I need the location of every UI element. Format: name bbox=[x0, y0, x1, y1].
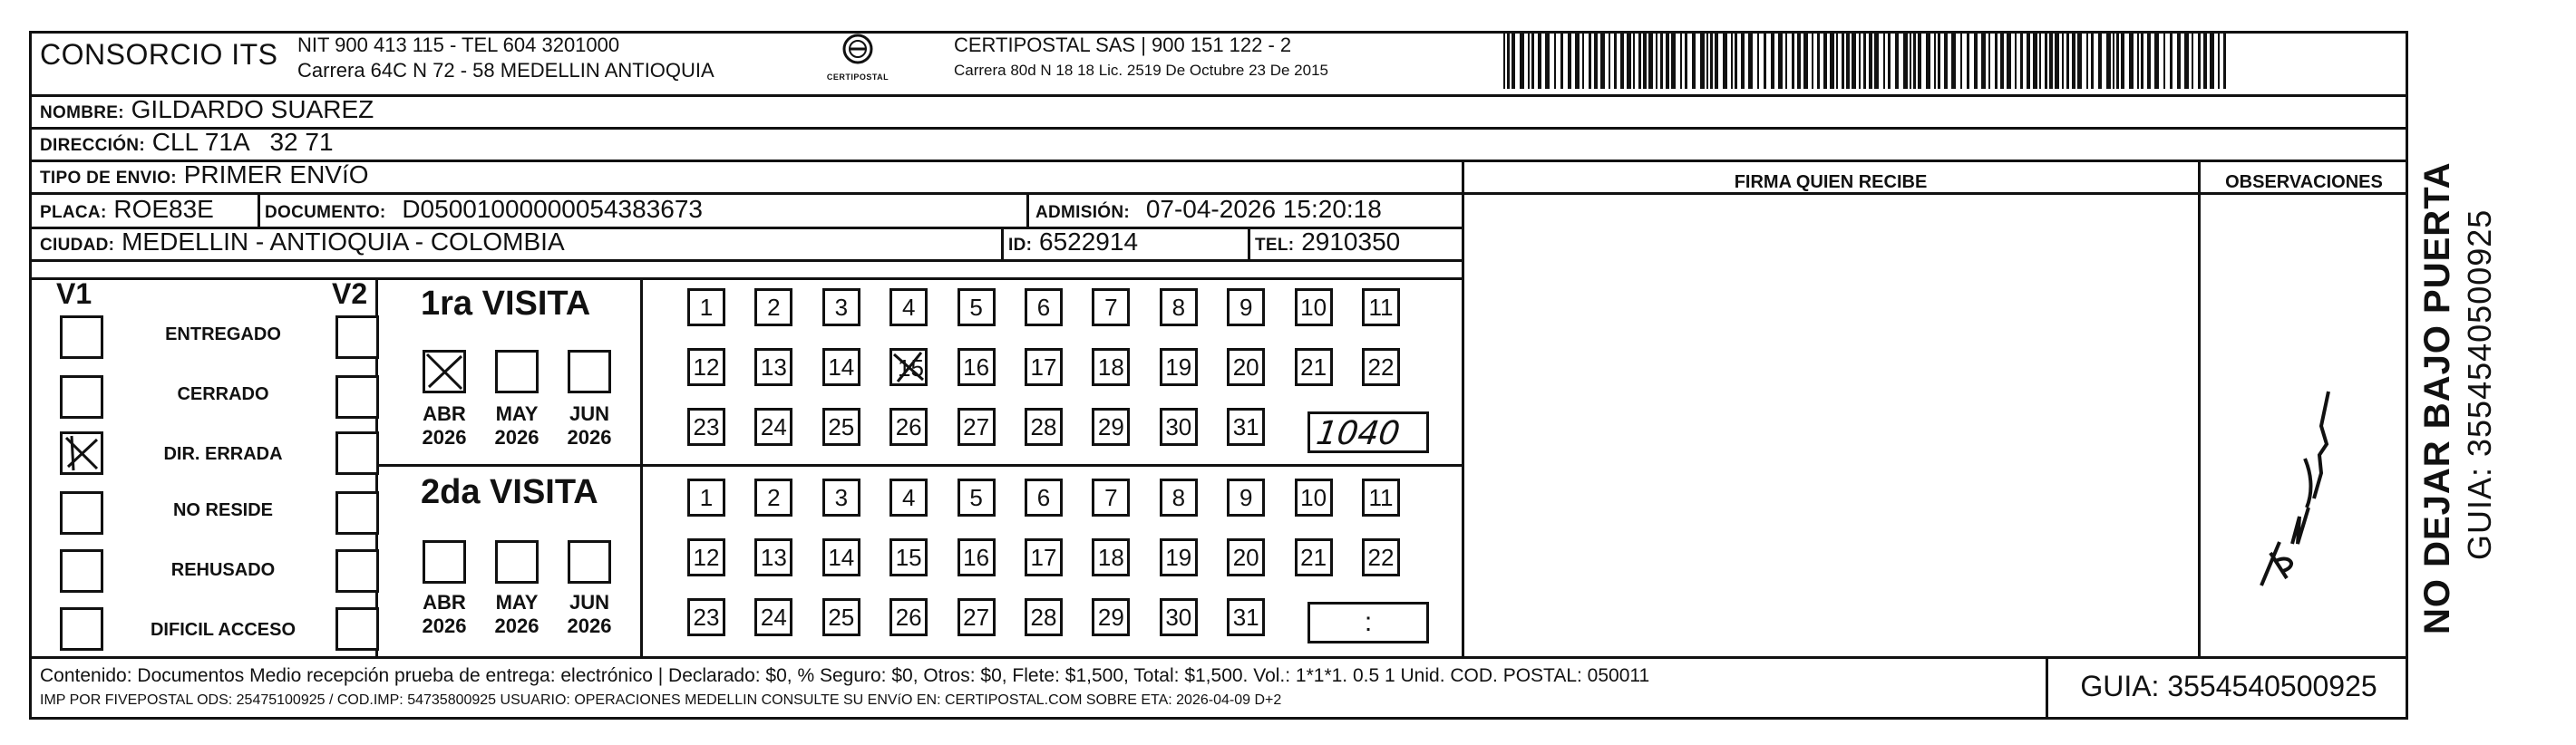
company-name: CONSORCIO ITS bbox=[40, 38, 278, 71]
field-nombre bbox=[40, 96, 374, 127]
handwritten-hour bbox=[1310, 414, 1426, 450]
v1-checkbox-dir-errada[interactable] bbox=[60, 431, 103, 475]
certipostal-info bbox=[954, 33, 1328, 83]
barcode-bar bbox=[2203, 33, 2207, 89]
barcode-bar bbox=[1785, 33, 1787, 89]
tel-value: 2910350 bbox=[1301, 227, 1401, 256]
first-visit-day-11[interactable]: 11 bbox=[1362, 288, 1400, 326]
barcode-bar bbox=[1974, 33, 1978, 89]
v2-heading: V2 bbox=[332, 277, 368, 310]
second-visit-day-2[interactable]: 2 bbox=[754, 479, 792, 517]
barcode-bar bbox=[1692, 33, 1696, 89]
barcode-bar bbox=[1710, 33, 1713, 89]
barcode-bar bbox=[1797, 33, 1801, 89]
second-visit-day-19[interactable]: 19 bbox=[1160, 538, 1198, 576]
first-visit-day-8[interactable]: 8 bbox=[1160, 288, 1198, 326]
second-visit-day-9[interactable]: 9 bbox=[1227, 479, 1265, 517]
second-visit-day-23[interactable]: 23 bbox=[687, 598, 725, 636]
barcode-bar bbox=[1869, 33, 1872, 89]
barcode-bar bbox=[1778, 33, 1783, 89]
check-mark-icon bbox=[425, 353, 463, 391]
second-visit-month-may[interactable] bbox=[495, 540, 539, 584]
barcode-bar bbox=[2163, 33, 2165, 89]
id-value: 6522914 bbox=[1039, 227, 1139, 256]
barcode-bar bbox=[2045, 33, 2047, 89]
certipostal-nit: CERTIPOSTAL SAS | 900 151 122 - 2 bbox=[954, 34, 1292, 56]
barcode-bar bbox=[2154, 33, 2159, 89]
barcode-bar bbox=[1771, 33, 1774, 89]
barcode-bar bbox=[1554, 33, 1556, 89]
barcode-bar bbox=[2062, 33, 2064, 89]
first-visit-day-15[interactable] bbox=[889, 348, 928, 386]
second-month-label-may: MAY 2026 bbox=[494, 591, 540, 637]
barcode-bar bbox=[1528, 33, 1530, 89]
second-visit-day-4[interactable]: 4 bbox=[889, 479, 928, 517]
barcode-bar bbox=[1643, 33, 1647, 89]
field-documento bbox=[265, 196, 703, 227]
field-id bbox=[1008, 228, 1138, 259]
status-label-dificil-acceso: DIFICIL ACCESO bbox=[150, 620, 296, 640]
barcode-bar bbox=[1638, 33, 1641, 89]
admision-label: ADMISIÓN: bbox=[1035, 203, 1131, 222]
first-visit-day-7[interactable]: 7 bbox=[1092, 288, 1130, 326]
first-month-label-abr: ABR 2026 bbox=[422, 402, 467, 449]
second-visit-day-13[interactable]: 13 bbox=[754, 538, 792, 576]
first-visit-day-19[interactable]: 19 bbox=[1160, 348, 1198, 386]
barcode-bar bbox=[2039, 33, 2041, 89]
first-visit-month-jun[interactable] bbox=[568, 350, 611, 393]
field-direccion bbox=[40, 129, 334, 160]
tel-label: TEL: bbox=[1255, 236, 1295, 255]
barcode-bar bbox=[2098, 33, 2102, 89]
barcode-bar bbox=[1568, 33, 1571, 89]
barcode-bar bbox=[1883, 33, 1885, 89]
barcode-bar bbox=[1830, 33, 1834, 89]
v1-checkbox-cerrado[interactable] bbox=[60, 375, 103, 419]
barcode-bar bbox=[1575, 33, 1580, 89]
second-visit-day-12[interactable]: 12 bbox=[687, 538, 725, 576]
barcode-bar bbox=[1609, 33, 1610, 89]
v1-checkbox-rehusado[interactable] bbox=[60, 549, 103, 593]
first-visit-day-5[interactable]: 5 bbox=[957, 288, 996, 326]
second-visit-day-24[interactable]: 24 bbox=[754, 598, 792, 636]
barcode-bar bbox=[1863, 33, 1866, 89]
v2-checkbox-dir-errada[interactable] bbox=[335, 431, 379, 475]
status-label-entregado: ENTREGADO bbox=[165, 324, 281, 344]
barcode-bar bbox=[1531, 33, 1534, 89]
barcode-bar bbox=[1735, 33, 1737, 89]
logo-text: CERTIPOSTAL bbox=[826, 73, 889, 82]
first-visit-day-18[interactable]: 18 bbox=[1092, 348, 1130, 386]
barcode-bar bbox=[1660, 33, 1663, 89]
barcode-bar bbox=[1874, 33, 1879, 89]
first-visit-day-9[interactable]: 9 bbox=[1227, 288, 1265, 326]
barcode-bar bbox=[1512, 33, 1515, 89]
v2-checkbox-no-reside[interactable] bbox=[335, 491, 379, 535]
barcode-bar bbox=[1614, 33, 1617, 89]
barcode-bar bbox=[1913, 33, 1916, 89]
second-visit-heading: 2da VISITA bbox=[421, 473, 598, 511]
footer-content-line: Contenido: Documentos Medio recepción prueba de entrega: electrónico | Declarado: $0, % Seguro: $0, Otros: $0, Flete: $1,500, Total: $1,500. Vol.: 1*1*1. 0.5 1 Unid. COD. POSTAL: 050011 bbox=[40, 665, 1650, 686]
barcode-bar bbox=[1706, 33, 1708, 89]
first-visit-hour-field[interactable] bbox=[1307, 411, 1429, 453]
barcode-bar bbox=[2147, 33, 2151, 89]
first-visit-day-1[interactable]: 1 bbox=[687, 288, 725, 326]
barcode-bar bbox=[2141, 33, 2143, 89]
field-ciudad bbox=[40, 228, 565, 259]
v1-checkbox-no-reside[interactable] bbox=[60, 491, 103, 535]
barcode-bar bbox=[1656, 33, 1657, 89]
handwritten-observation bbox=[2243, 372, 2352, 598]
barcode-bar bbox=[1594, 33, 1598, 89]
barcode-bar bbox=[1648, 33, 1653, 89]
second-visit-day-5[interactable]: 5 bbox=[957, 479, 996, 517]
v1-checkbox-entregado[interactable] bbox=[60, 315, 103, 359]
barcode-bar bbox=[1741, 33, 1745, 89]
barcode-bar bbox=[1715, 33, 1718, 89]
status-label-rehusado: REHUSADO bbox=[170, 560, 276, 580]
first-visit-day-21[interactable]: 21 bbox=[1295, 348, 1333, 386]
second-visit-day-29[interactable]: 29 bbox=[1092, 598, 1130, 636]
status-label-dir-errada: DIR. ERRADA bbox=[163, 444, 283, 464]
first-visit-day-25[interactable]: 25 bbox=[822, 408, 860, 446]
second-visit-day-10[interactable]: 10 bbox=[1295, 479, 1333, 517]
barcode-bar bbox=[2192, 33, 2193, 89]
firma-heading: FIRMA QUIEN RECIBE bbox=[1734, 172, 1928, 192]
v2-checkbox-rehusado[interactable] bbox=[335, 549, 379, 593]
certipostal-logo bbox=[816, 31, 899, 89]
company-address: Carrera 64C N 72 - 58 MEDELLIN ANTIOQUIA bbox=[297, 59, 714, 82]
tipo-label: TIPO DE ENVIO: bbox=[40, 169, 177, 188]
barcode-bar bbox=[1988, 33, 1990, 89]
barcode-bar bbox=[2113, 33, 2114, 89]
barcode-bar bbox=[2218, 33, 2220, 89]
second-visit-day-11[interactable]: 11 bbox=[1362, 479, 1400, 517]
company-info bbox=[297, 33, 714, 83]
first-visit-day-13[interactable]: 13 bbox=[754, 348, 792, 386]
first-visit-day-2[interactable]: 2 bbox=[754, 288, 792, 326]
barcode-bar bbox=[1633, 33, 1635, 89]
barcode-bar bbox=[1723, 33, 1727, 89]
barcode-bar bbox=[1846, 33, 1850, 89]
second-visit-month-abr[interactable] bbox=[423, 540, 466, 584]
field-tipo-envio bbox=[40, 161, 369, 192]
second-month-label-jun: JUN 2026 bbox=[567, 591, 612, 637]
barcode-bar bbox=[1910, 33, 1911, 89]
id-label: ID: bbox=[1008, 236, 1033, 255]
first-visit-day-4[interactable]: 4 bbox=[889, 288, 928, 326]
first-visit-day-14[interactable]: 14 bbox=[822, 348, 860, 386]
barcode-bar bbox=[1700, 33, 1705, 89]
first-visit-day-29[interactable]: 29 bbox=[1092, 408, 1130, 446]
barcode-bar bbox=[1627, 33, 1631, 89]
first-visit-day-12[interactable]: 12 bbox=[687, 348, 725, 386]
second-visit-day-1[interactable]: 1 bbox=[687, 479, 725, 517]
barcode-bar bbox=[1981, 33, 1986, 89]
second-visit-day-20[interactable]: 20 bbox=[1227, 538, 1265, 576]
barcode-bar bbox=[1507, 33, 1510, 89]
second-visit-day-28[interactable]: 28 bbox=[1025, 598, 1063, 636]
barcode-bar bbox=[1895, 33, 1899, 89]
first-visit-day-20[interactable]: 20 bbox=[1227, 348, 1265, 386]
guide-frame bbox=[29, 31, 2408, 720]
first-visit-day-26[interactable]: 26 bbox=[889, 408, 928, 446]
barcode-bar bbox=[1560, 33, 1563, 89]
barcode-bar bbox=[1671, 33, 1676, 89]
barcode-bar bbox=[2015, 33, 2017, 89]
barcode-bar bbox=[1852, 33, 1856, 89]
barcode-bar bbox=[1995, 33, 1998, 89]
first-visit-day-16[interactable]: 16 bbox=[957, 348, 996, 386]
second-visit-day-30[interactable]: 30 bbox=[1160, 598, 1198, 636]
barcode-bar bbox=[1823, 33, 1827, 89]
placa-value: ROE83E bbox=[113, 195, 214, 223]
barcode-bar bbox=[1926, 33, 1930, 89]
barcode-bar bbox=[2184, 33, 2189, 89]
barcode-bar bbox=[2000, 33, 2004, 89]
footer-guia: GUIA: 3554540500925 bbox=[2080, 670, 2377, 702]
barcode-bar bbox=[2007, 33, 2011, 89]
side-guia: GUIA: 3554540500925 bbox=[2461, 208, 2498, 560]
first-visit-day-30[interactable]: 30 bbox=[1160, 408, 1198, 446]
barcode bbox=[1503, 33, 2229, 89]
second-visit-day-15[interactable]: 15 bbox=[889, 538, 928, 576]
svg-text:15: 15 bbox=[898, 354, 925, 382]
barcode-bar bbox=[2077, 33, 2082, 89]
barcode-bar bbox=[2210, 33, 2214, 89]
barcode-bar bbox=[2129, 33, 2134, 89]
v1-checkbox-dificil-acceso[interactable] bbox=[60, 607, 103, 651]
first-visit-day-31[interactable]: 31 bbox=[1227, 408, 1265, 446]
second-visit-day-7[interactable]: 7 bbox=[1092, 479, 1130, 517]
barcode-bar bbox=[1817, 33, 1820, 89]
direccion-label: DIRECCIÓN: bbox=[40, 136, 145, 155]
first-visit-month-may[interactable] bbox=[495, 350, 539, 393]
barcode-bar bbox=[2198, 33, 2201, 89]
first-visit-day-28[interactable]: 28 bbox=[1025, 408, 1063, 446]
first-visit-day-3[interactable]: 3 bbox=[822, 288, 860, 326]
barcode-bar bbox=[1620, 33, 1624, 89]
barcode-bar bbox=[1538, 33, 1541, 89]
status-label-no-reside: NO RESIDE bbox=[172, 500, 274, 520]
admision-value: 07-04-2026 15:20:18 bbox=[1145, 195, 1382, 223]
barcode-bar bbox=[1792, 33, 1794, 89]
second-visit-day-26[interactable]: 26 bbox=[889, 598, 928, 636]
field-admision bbox=[1035, 196, 1382, 227]
second-visit-day-21[interactable]: 21 bbox=[1295, 538, 1333, 576]
direccion-value: CLL 71A 32 71 bbox=[151, 128, 334, 156]
barcode-bar bbox=[2137, 33, 2139, 89]
barcode-bar bbox=[1803, 33, 1808, 89]
barcode-bar bbox=[1918, 33, 1921, 89]
ciudad-value: MEDELLIN - ANTIOQUIA - COLOMBIA bbox=[122, 227, 565, 256]
first-visit-day-6[interactable]: 6 bbox=[1025, 288, 1063, 326]
first-visit-day-23[interactable]: 23 bbox=[687, 408, 725, 446]
svg-text:1040: 1040 bbox=[1314, 414, 1403, 450]
nombre-label: NOMBRE: bbox=[40, 103, 124, 122]
barcode-bar bbox=[1812, 33, 1813, 89]
company-nit: NIT 900 413 115 - TEL 604 3201000 bbox=[297, 34, 620, 56]
documento-label: DOCUMENTO: bbox=[265, 203, 386, 222]
check-mark-icon bbox=[892, 351, 925, 383]
barcode-bar bbox=[1944, 33, 1948, 89]
barcode-bar bbox=[1934, 33, 1936, 89]
barcode-bar bbox=[1859, 33, 1861, 89]
barcode-bar bbox=[2027, 33, 2030, 89]
barcode-bar bbox=[1731, 33, 1733, 89]
barcode-bar bbox=[2170, 33, 2173, 89]
second-visit-day-17[interactable]: 17 bbox=[1025, 538, 1063, 576]
placa-label: PLACA: bbox=[40, 203, 107, 222]
barcode-bar bbox=[2049, 33, 2053, 89]
v2-checkbox-cerrado[interactable] bbox=[335, 375, 379, 419]
barcode-bar bbox=[1836, 33, 1838, 89]
barcode-bar bbox=[2066, 33, 2069, 89]
barcode-bar bbox=[2091, 33, 2094, 89]
barcode-bar bbox=[2020, 33, 2023, 89]
second-month-label-abr: ABR 2026 bbox=[422, 591, 467, 637]
barcode-bar bbox=[1888, 33, 1891, 89]
field-placa bbox=[40, 196, 214, 227]
barcode-bar bbox=[1764, 33, 1766, 89]
documento-value: D05001000000054383673 bbox=[402, 195, 703, 223]
first-visit-day-27[interactable]: 27 bbox=[957, 408, 996, 446]
barcode-bar bbox=[2121, 33, 2124, 89]
second-visit-day-14[interactable]: 14 bbox=[822, 538, 860, 576]
barcode-bar bbox=[1503, 33, 1505, 89]
barcode-bar bbox=[1903, 33, 1908, 89]
side-warning: NO DEJAR BAJO PUERTA bbox=[2417, 161, 2457, 634]
barcode-bar bbox=[1951, 33, 1956, 89]
observaciones-heading: OBSERVACIONES bbox=[2225, 172, 2383, 192]
first-visit-day-10[interactable]: 10 bbox=[1295, 288, 1333, 326]
second-visit-day-3[interactable]: 3 bbox=[822, 479, 860, 517]
barcode-bar bbox=[1600, 33, 1605, 89]
nombre-value: GILDARDO SUAREZ bbox=[131, 95, 374, 123]
barcode-bar bbox=[1666, 33, 1669, 89]
second-visit-day-25[interactable]: 25 bbox=[822, 598, 860, 636]
barcode-bar bbox=[1680, 33, 1682, 89]
second-visit-day-16[interactable]: 16 bbox=[957, 538, 996, 576]
barcode-bar bbox=[2055, 33, 2059, 89]
barcode-bar bbox=[1520, 33, 1524, 89]
first-visit-day-22[interactable]: 22 bbox=[1362, 348, 1400, 386]
barcode-bar bbox=[1685, 33, 1687, 89]
second-visit-day-27[interactable]: 27 bbox=[957, 598, 996, 636]
first-visit-month-abr[interactable] bbox=[423, 350, 466, 393]
status-label-cerrado: CERRADO bbox=[177, 384, 269, 404]
barcode-bar bbox=[1842, 33, 1844, 89]
barcode-bar bbox=[2177, 33, 2181, 89]
first-visit-day-17[interactable]: 17 bbox=[1025, 348, 1063, 386]
certipostal-license: Carrera 80d N 18 18 Lic. 2519 De Octubre 23 De 2015 bbox=[954, 62, 1328, 79]
second-visit-month-jun[interactable] bbox=[568, 540, 611, 584]
v2-checkbox-entregado[interactable] bbox=[335, 315, 379, 359]
first-month-label-may: MAY 2026 bbox=[494, 402, 540, 449]
barcode-bar bbox=[1748, 33, 1753, 89]
check-mark-icon bbox=[63, 434, 101, 472]
barcode-bar bbox=[2106, 33, 2111, 89]
barcode-bar bbox=[1757, 33, 1759, 89]
second-visit-day-31[interactable]: 31 bbox=[1227, 598, 1265, 636]
second-visit-day-18[interactable]: 18 bbox=[1092, 538, 1130, 576]
barcode-bar bbox=[2116, 33, 2119, 89]
tipo-value: PRIMER ENVíO bbox=[183, 160, 369, 189]
v1-heading: V1 bbox=[56, 277, 92, 310]
barcode-bar bbox=[2033, 33, 2037, 89]
barcode-bar bbox=[1960, 33, 1962, 89]
barcode-bar bbox=[1967, 33, 1969, 89]
first-visit-day-24[interactable]: 24 bbox=[754, 408, 792, 446]
barcode-bar bbox=[2072, 33, 2075, 89]
second-visit-day-22[interactable]: 22 bbox=[1362, 538, 1400, 576]
first-month-label-jun: JUN 2026 bbox=[567, 402, 612, 449]
barcode-bar bbox=[1938, 33, 1940, 89]
barcode-bar bbox=[1582, 33, 1584, 89]
v2-checkbox-dificil-acceso[interactable] bbox=[335, 607, 379, 651]
second-visit-hour-field[interactable]: : bbox=[1307, 602, 1429, 643]
first-visit-heading: 1ra VISITA bbox=[421, 285, 591, 323]
barcode-bar bbox=[1545, 33, 1550, 89]
field-tel bbox=[1255, 228, 1400, 259]
footer-print-line: IMP POR FIVEPOSTAL ODS: 25475100925 / COD.IMP: 54735800925 USUARIO: OPERACIONES MEDELLIN CONSULTE SU ENVíO EN: CERTIPOSTAL.COM SOBRE ETA: 2026-04-09 D+2 bbox=[40, 692, 1282, 708]
barcode-bar bbox=[2223, 33, 2226, 89]
barcode-bar bbox=[2086, 33, 2088, 89]
ciudad-label: CIUDAD: bbox=[40, 236, 115, 255]
second-visit-day-6[interactable]: 6 bbox=[1025, 479, 1063, 517]
barcode-bar bbox=[1589, 33, 1591, 89]
second-visit-day-8[interactable]: 8 bbox=[1160, 479, 1198, 517]
